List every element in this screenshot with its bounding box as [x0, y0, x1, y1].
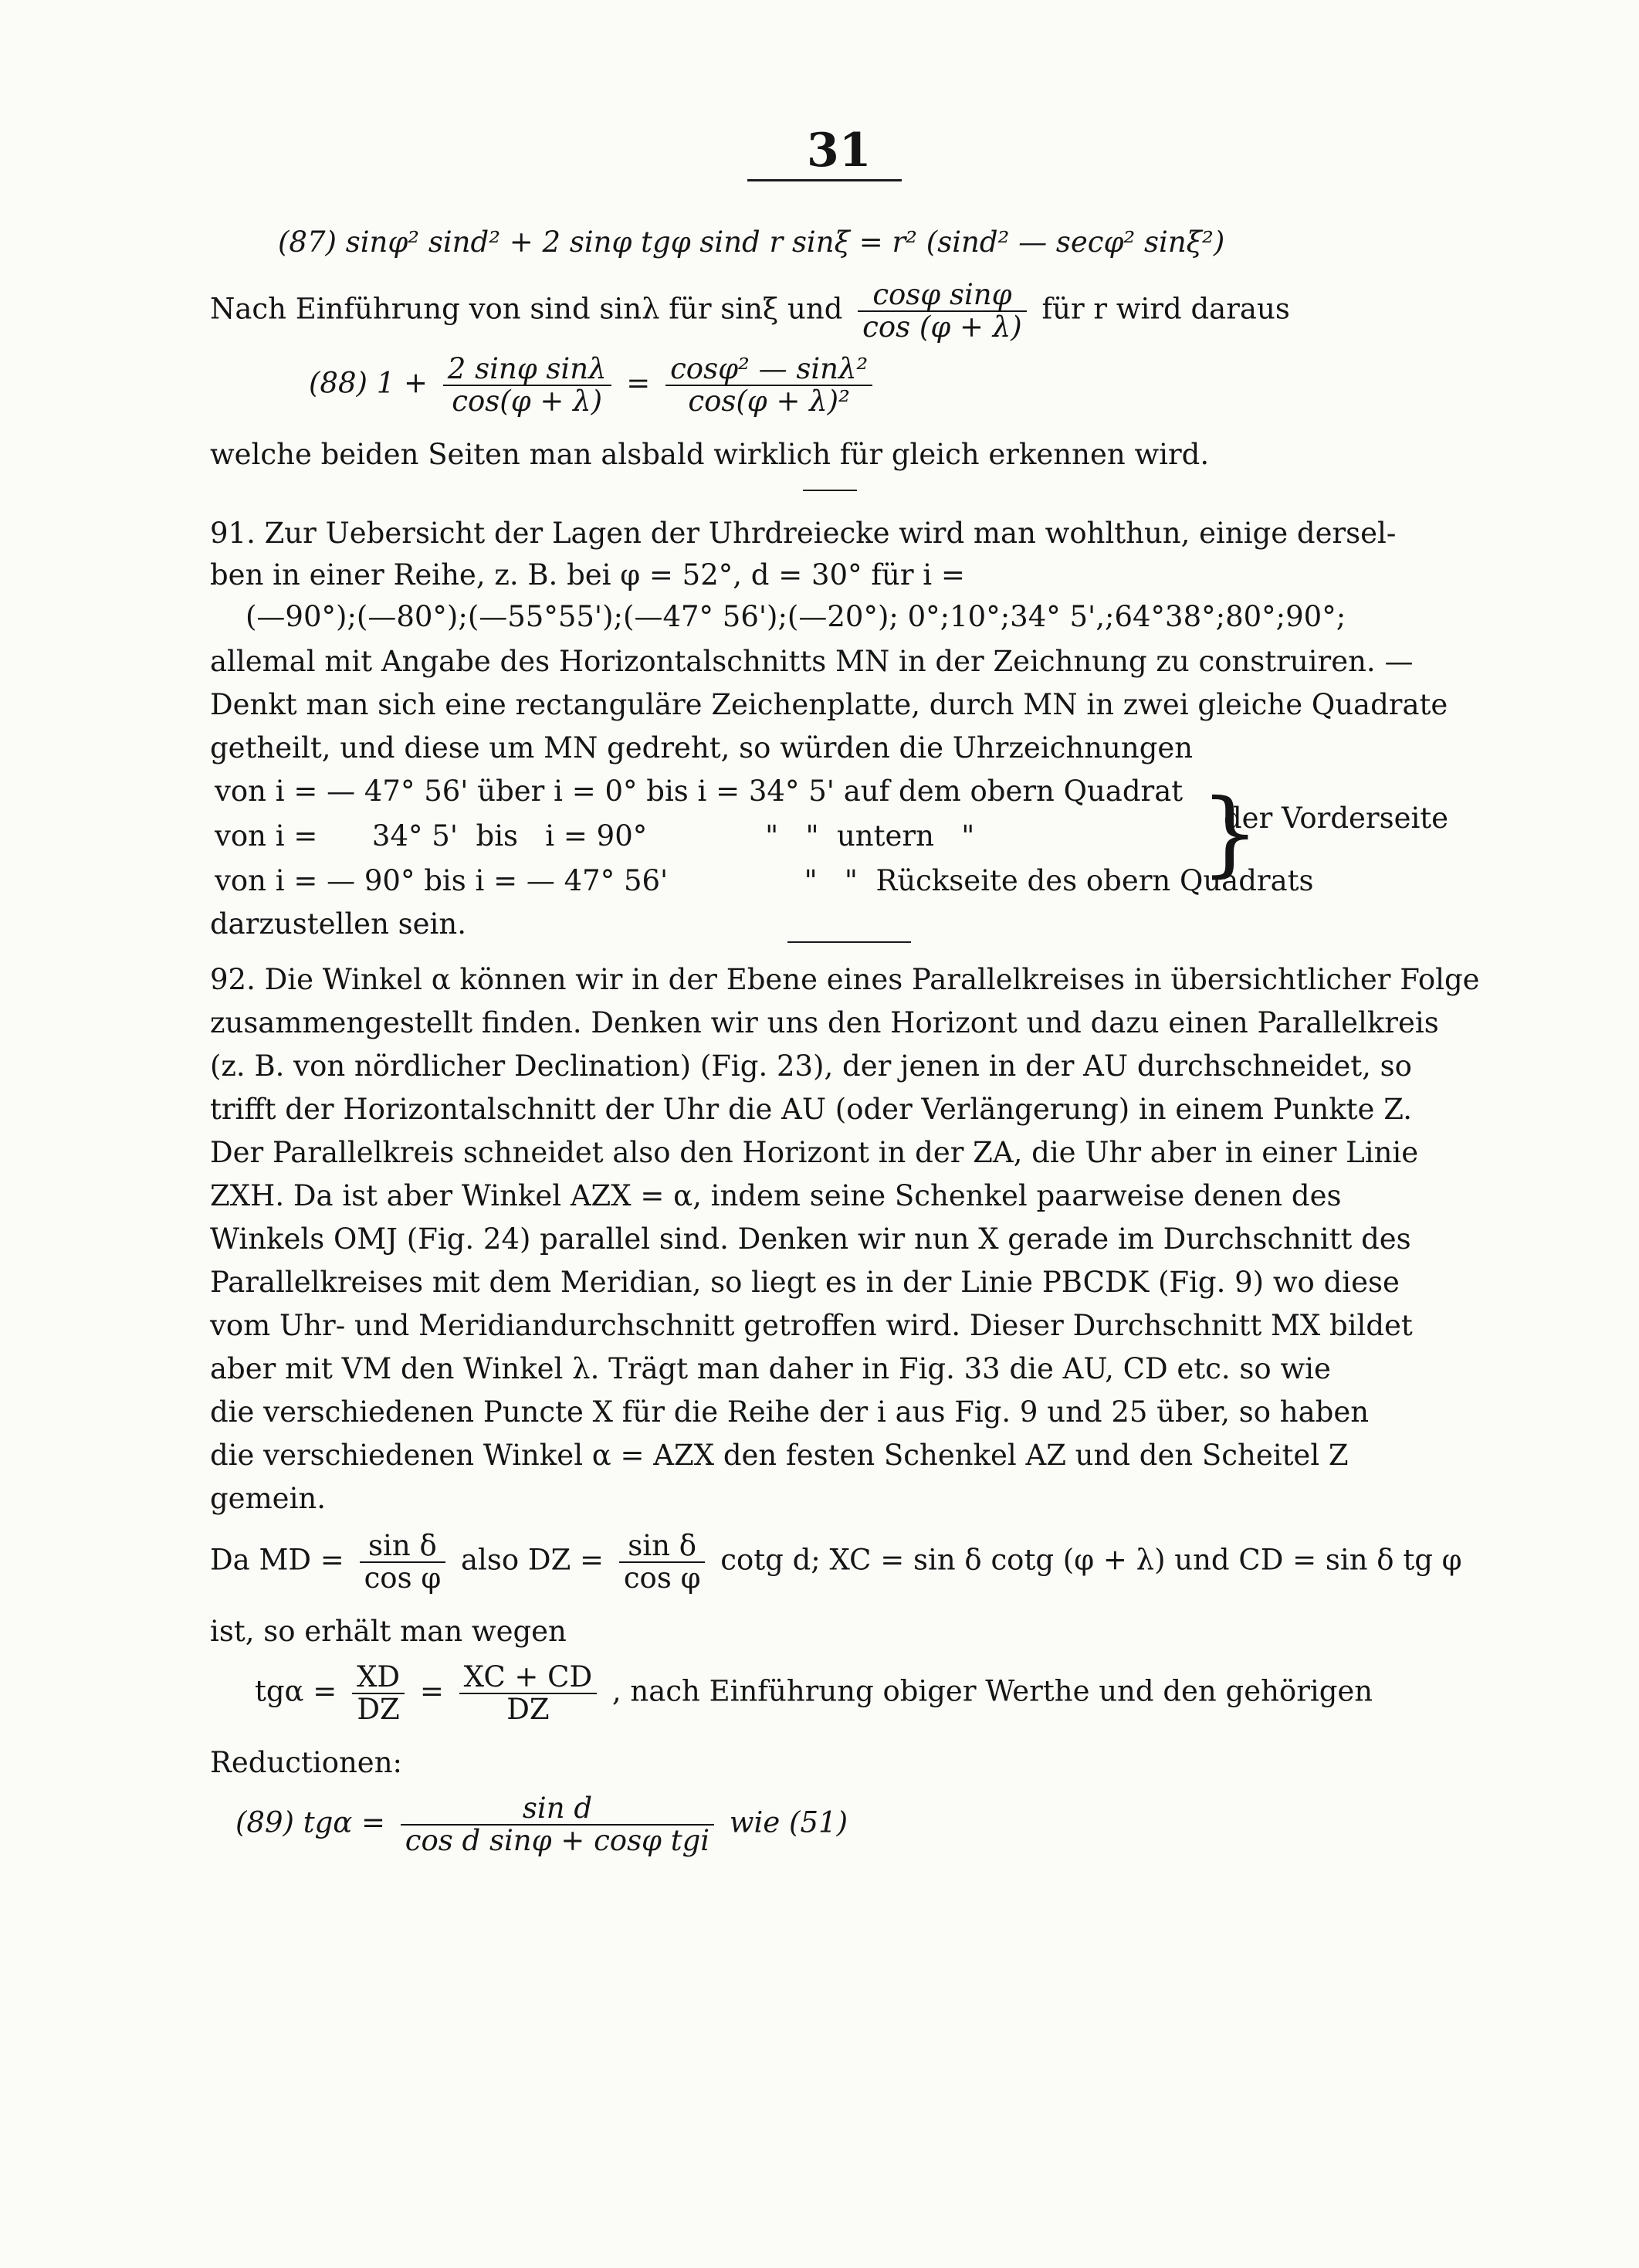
brace-icon: } [1200, 780, 1260, 887]
eq88-lhs-den: cos(φ + λ) [452, 385, 603, 418]
tg-line [255, 1662, 1521, 1725]
text-after-88: welche beiden Seiten man alsbald wirklich für gleich erkennen wird. [210, 438, 1210, 471]
sec92-line-11: die verschiedenen Puncte X für die Reihe der i aus Fig. 9 und 25 über, so haben [210, 1395, 1370, 1429]
sec91-line-7: von i = — 47° 56' über i = 0° bis i = 34° 5' auf dem obern Quadrat [215, 775, 1184, 808]
sec92-line-3: (z. B. von nördlicher Declination) (Fig. 23), der jenen in der AU durchschneidet, so [210, 1049, 1412, 1083]
intro-88-before: Nach Einführung von sind sinλ für sinξ und [210, 292, 843, 326]
sec91-line-4: allemal mit Angabe des Horizontalschnitts MN in der Zeichnung zu construiren. — [210, 645, 1414, 678]
eq88-lhs-frac [443, 354, 611, 417]
tg-frac-1-den: DZ [357, 1693, 400, 1726]
md-frac-1-den: cos φ [364, 1561, 442, 1595]
sec92-line-4: trifft der Horizontalschnitt der Uhr die AU (oder Verlängerung) in einem Punkte Z. [210, 1093, 1413, 1126]
eq89-label: (89) [235, 1805, 294, 1839]
equation-87: (87) sinφ² sind² + 2 sinφ tgφ sind r sinξ = r² (sind² — secφ² sinξ²) [278, 225, 1225, 259]
equation-88 [309, 354, 1544, 417]
tg-line-after: , nach Einführung obiger Werthe und den gehörigen [611, 1674, 1373, 1708]
equation-89 [235, 1793, 1471, 1856]
sec92-line-13: gemein. [210, 1482, 326, 1515]
sec92-line-7: Winkels OMJ (Fig. 24) parallel sind. Denken wir nun X gerade im Durchschnitt des [210, 1222, 1411, 1256]
md-line [210, 1531, 1476, 1594]
sec92-line-9: vom Uhr- und Meridiandurchschnitt getroffen wird. Dieser Durchschnitt MX bildet [210, 1309, 1413, 1342]
tg-frac-1-num: XD [352, 1662, 405, 1694]
eq89-after: wie (51) [729, 1805, 848, 1839]
tg-frac-2-den: DZ [506, 1693, 550, 1726]
sec92-line-8: Parallelkreises mit dem Meridian, so liegt es in der Linie PBCDK (Fig. 9) wo diese [210, 1266, 1400, 1299]
eq89-lhs: tgα = [303, 1805, 386, 1839]
sec91-line-3: (—90°);(—80°);(—55°55');(—47° 56');(—20°); 0°;10°;34° 5',;64°38°;80°;90°; [246, 600, 1346, 633]
md-frac-1 [360, 1531, 446, 1594]
sec91-line-5: Denkt man sich eine rectanguläre Zeichenplatte, durch MN in zwei gleiche Quadrate [210, 688, 1448, 721]
intro-88-frac-num: cosφ sinφ [858, 280, 1027, 312]
md-line-p2: also DZ = [461, 1543, 604, 1577]
md-frac-1-num: sin δ [360, 1531, 446, 1563]
eq89-frac [401, 1793, 714, 1856]
sec92-line-6: ZXH. Da ist aber Winkel AZX = α, indem seine Schenkel paarweise denen des [210, 1179, 1342, 1212]
eq88-label: (88) [309, 366, 367, 400]
sec91-line-8: von i = 34° 5' bis i = 90° " " untern " [215, 819, 975, 853]
intro-88 [210, 280, 1476, 343]
sec91-line-1: 91. Zur Uebersicht der Lagen der Uhrdreiecke wird man wohlthun, einige dersel- [210, 517, 1397, 550]
sec91-line-2: ben in einer Reihe, z. B. bei φ = 52°, d = 30° für i = [210, 558, 965, 592]
reductionen: Reductionen: [210, 1746, 402, 1779]
eq88-rhs-frac [665, 354, 872, 417]
eq89-den: cos d sinφ + cosφ tgi [405, 1824, 710, 1857]
eq89-num: sin d [401, 1793, 714, 1826]
tg-line-eq: = [419, 1674, 444, 1708]
sec92-line-5: Der Parallelkreis schneidet also den Horizont in der ZA, die Uhr aber in einer Linie [210, 1136, 1419, 1169]
intro-88-after: für r wird daraus [1041, 292, 1290, 326]
tg-frac-2-num: XC + CD [459, 1662, 598, 1694]
md-line-p3: cotg d; XC = sin δ cotg (φ + λ) und CD = sin δ tg φ [720, 1543, 1462, 1577]
sec92-line-1: 92. Die Winkel α können wir in der Ebene eines Parallelkreises in übersichtlicher Folge [210, 963, 1480, 996]
brace-label: der Vorderseite [1224, 802, 1449, 835]
eq88-lhs-one: 1 + [376, 366, 428, 400]
md-frac-2-den: cos φ [623, 1561, 701, 1595]
section-rule-1 [803, 490, 857, 491]
intro-88-frac-den: cos (φ + λ) [862, 310, 1022, 344]
eq88-lhs-num: 2 sinφ sinλ [443, 354, 611, 386]
sec91-line-9: von i = — 90° bis i = — 47° 56' " " Rückseite des obern Quadrats [215, 864, 1314, 897]
eq88-rhs-den: cos(φ + λ)² [688, 385, 850, 418]
sec91-line-10: darzustellen sein. [210, 907, 466, 941]
tg-frac-1 [352, 1662, 405, 1725]
eq88-rhs-num: cosφ² — sinλ² [665, 354, 872, 386]
intro-88-fraction [858, 280, 1027, 343]
page-number: 31 [807, 124, 872, 178]
tg-frac-2 [459, 1662, 598, 1725]
sec92-line-10: aber mit VM den Winkel λ. Trägt man daher in Fig. 33 die AU, CD etc. so wie [210, 1352, 1331, 1385]
eq88-equals: = [626, 366, 651, 400]
tg-line-lhs: tgα = [255, 1674, 337, 1708]
section-rule-2 [787, 941, 911, 943]
sec92-line-2: zusammengestellt finden. Denken wir uns den Horizont und dazu einen Parallelkreis [210, 1006, 1439, 1039]
sec91-line-6: getheilt, und diese um MN gedreht, so würden die Uhrzeichnungen [210, 731, 1194, 764]
md-line-p1: Da MD = [210, 1543, 344, 1577]
header-rule [747, 179, 902, 181]
md-frac-2-num: sin δ [619, 1531, 706, 1563]
wegen-line: ist, so erhält man wegen [210, 1615, 567, 1648]
sec92-line-12: die verschiedenen Winkel α = AZX den festen Schenkel AZ und den Scheitel Z [210, 1439, 1349, 1472]
md-frac-2 [619, 1531, 706, 1594]
